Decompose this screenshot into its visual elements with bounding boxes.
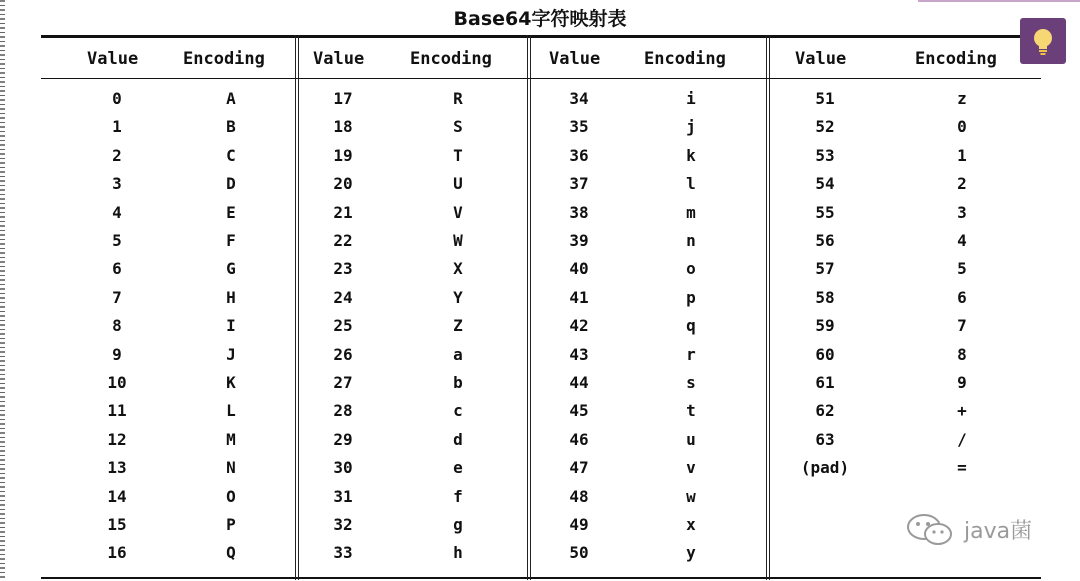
tip-button[interactable] (1020, 18, 1066, 64)
encoding-cell: 9 (957, 373, 967, 392)
encoding-cell: c (453, 401, 463, 421)
value-cell: 8 (112, 316, 122, 336)
encoding-cell: e (453, 458, 463, 478)
encoding-cell: q (686, 316, 696, 336)
encoding-cell: g (453, 515, 463, 534)
value-cell: 40 (569, 259, 589, 279)
value-cell: 56 (815, 231, 835, 250)
value-cell: 5 (112, 231, 122, 250)
value-cell: 30 (333, 458, 353, 478)
value-cell: 25 (333, 316, 353, 336)
value-cell: 43 (569, 344, 589, 364)
encoding-cell: G (226, 259, 236, 279)
encoding-cell: W (453, 231, 463, 250)
value-cell: 28 (333, 401, 353, 421)
encoding-cell: T (453, 145, 463, 165)
encoding-cell: Q (226, 543, 236, 563)
value-cell: 3 (112, 174, 122, 194)
encoding-cell: 4 (957, 231, 967, 250)
encoding-cell: V (453, 202, 463, 222)
value-cell: 57 (815, 259, 835, 279)
value-cell: 58 (815, 287, 835, 307)
encoding-cell: = (957, 458, 967, 478)
value-cell: 27 (333, 373, 353, 392)
value-cell: 63 (815, 429, 835, 449)
value-cell: 47 (569, 458, 589, 478)
value-cell: 6 (112, 259, 122, 279)
value-cell: 10 (107, 373, 127, 392)
encoding-cell: F (226, 231, 236, 250)
encoding-cell: j (686, 117, 696, 137)
encoding-cell: z (957, 89, 967, 108)
value-cell: 16 (107, 543, 127, 563)
encoding-cell: N (226, 458, 236, 478)
encoding-header: Encoding (183, 49, 265, 69)
wechat-icon (904, 512, 958, 548)
encoding-cell: M (226, 429, 236, 449)
encoding-header: Encoding (915, 49, 997, 69)
encoding-cell: D (226, 174, 236, 194)
value-cell: 36 (569, 145, 589, 165)
encoding-cell: w (686, 486, 696, 506)
page-title: Base64字符映射表 (453, 8, 627, 30)
encoding-cell: s (686, 373, 696, 392)
encoding-cell: f (453, 486, 463, 506)
encoding-cell: Z (453, 316, 463, 336)
value-cell: 62 (815, 401, 835, 421)
value-cell: 17 (333, 89, 353, 108)
value-cell: 55 (815, 202, 835, 222)
value-cell: 1 (112, 117, 122, 137)
top-accent-line (918, 0, 1080, 2)
encoding-cell: x (686, 515, 696, 534)
encoding-cell: 2 (957, 174, 967, 194)
encoding-cell: C (226, 145, 236, 165)
encoding-cell: L (226, 401, 236, 421)
value-cell: 31 (333, 486, 353, 506)
value-cell: 13 (107, 458, 127, 478)
value-cell: 39 (569, 231, 589, 250)
encoding-cell: p (686, 287, 696, 307)
value-header: Value (549, 49, 601, 69)
value-cell: 51 (815, 89, 835, 108)
encoding-cell: m (686, 202, 696, 222)
value-header: Value (795, 49, 847, 69)
encoding-cell: o (686, 259, 696, 279)
encoding-cell: Y (453, 287, 463, 307)
value-cell: 22 (333, 231, 353, 250)
encoding-cell: R (453, 89, 463, 108)
value-cell: 24 (333, 287, 353, 307)
header-rule (41, 78, 1041, 79)
value-cell: 11 (107, 401, 127, 421)
value-cell: 32 (333, 515, 353, 534)
encoding-cell: 5 (957, 259, 967, 279)
value-cell: 44 (569, 373, 589, 392)
base64-table (41, 35, 1041, 580)
encoding-cell: 8 (957, 344, 967, 364)
encoding-cell: + (957, 401, 967, 421)
encoding-cell: 0 (957, 117, 967, 137)
encoding-cell: v (686, 458, 696, 478)
encoding-cell: i (686, 89, 696, 108)
encoding-cell: u (686, 429, 696, 449)
value-cell: 52 (815, 117, 835, 137)
value-cell: 14 (107, 486, 127, 506)
value-header: Value (313, 49, 365, 69)
value-cell: 61 (815, 373, 835, 392)
value-cell: 45 (569, 401, 589, 421)
encoding-cell: n (686, 231, 696, 250)
encoding-cell: k (686, 145, 696, 165)
value-cell: 12 (107, 429, 127, 449)
encoding-cell: d (453, 429, 463, 449)
value-cell: 54 (815, 174, 835, 194)
encoding-cell: l (686, 174, 696, 194)
table-bottom-rule (41, 577, 1041, 579)
value-cell: 38 (569, 202, 589, 222)
value-cell: 50 (569, 543, 589, 563)
value-cell: 21 (333, 202, 353, 222)
value-cell: 29 (333, 429, 353, 449)
encoding-cell: U (453, 174, 463, 194)
value-header: Value (87, 49, 139, 69)
encoding-cell: K (226, 373, 236, 392)
value-cell: 60 (815, 344, 835, 364)
encoding-cell: b (453, 373, 463, 392)
value-cell: 42 (569, 316, 589, 336)
value-cell: 33 (333, 543, 353, 563)
value-cell: 34 (569, 89, 589, 108)
encoding-cell: t (686, 401, 696, 421)
value-cell: 9 (112, 344, 122, 364)
encoding-header: Encoding (644, 49, 726, 69)
value-cell: (pad) (800, 458, 850, 478)
value-cell: 19 (333, 145, 353, 165)
encoding-cell: P (226, 515, 236, 534)
value-cell: 35 (569, 117, 589, 137)
encoding-cell: y (686, 543, 696, 563)
encoding-cell: S (453, 117, 463, 137)
encoding-cell: r (686, 344, 696, 364)
encoding-cell: A (226, 89, 236, 108)
encoding-cell: 6 (957, 287, 967, 307)
scan-edge (0, 0, 5, 581)
encoding-cell: B (226, 117, 236, 137)
encoding-cell: J (226, 344, 236, 364)
value-cell: 18 (333, 117, 353, 137)
table-top-rule (41, 35, 1041, 38)
value-cell: 15 (107, 515, 127, 534)
value-cell: 20 (333, 174, 353, 194)
value-cell: 49 (569, 515, 589, 534)
lightbulb-icon (1020, 18, 1066, 64)
encoding-cell: 3 (957, 202, 967, 222)
encoding-cell: X (453, 259, 463, 279)
encoding-cell: a (453, 344, 463, 364)
watermark-text: java菌 (964, 519, 1033, 544)
encoding-cell: O (226, 486, 236, 506)
value-cell: 0 (112, 89, 122, 108)
encoding-cell: E (226, 202, 236, 222)
value-cell: 59 (815, 316, 835, 336)
value-cell: 4 (112, 202, 122, 222)
value-cell: 23 (333, 259, 353, 279)
encoding-cell: / (957, 429, 967, 449)
encoding-cell: 1 (957, 145, 967, 165)
encoding-cell: H (226, 287, 236, 307)
value-cell: 37 (569, 174, 589, 194)
value-cell: 53 (815, 145, 835, 165)
encoding-cell: I (226, 316, 236, 336)
value-cell: 2 (112, 145, 122, 165)
value-cell: 26 (333, 344, 353, 364)
value-cell: 7 (112, 287, 122, 307)
value-cell: 46 (569, 429, 589, 449)
encoding-cell: 7 (957, 316, 967, 336)
encoding-cell: h (453, 543, 463, 563)
value-cell: 48 (569, 486, 589, 506)
encoding-header: Encoding (410, 49, 492, 69)
value-cell: 41 (569, 287, 589, 307)
